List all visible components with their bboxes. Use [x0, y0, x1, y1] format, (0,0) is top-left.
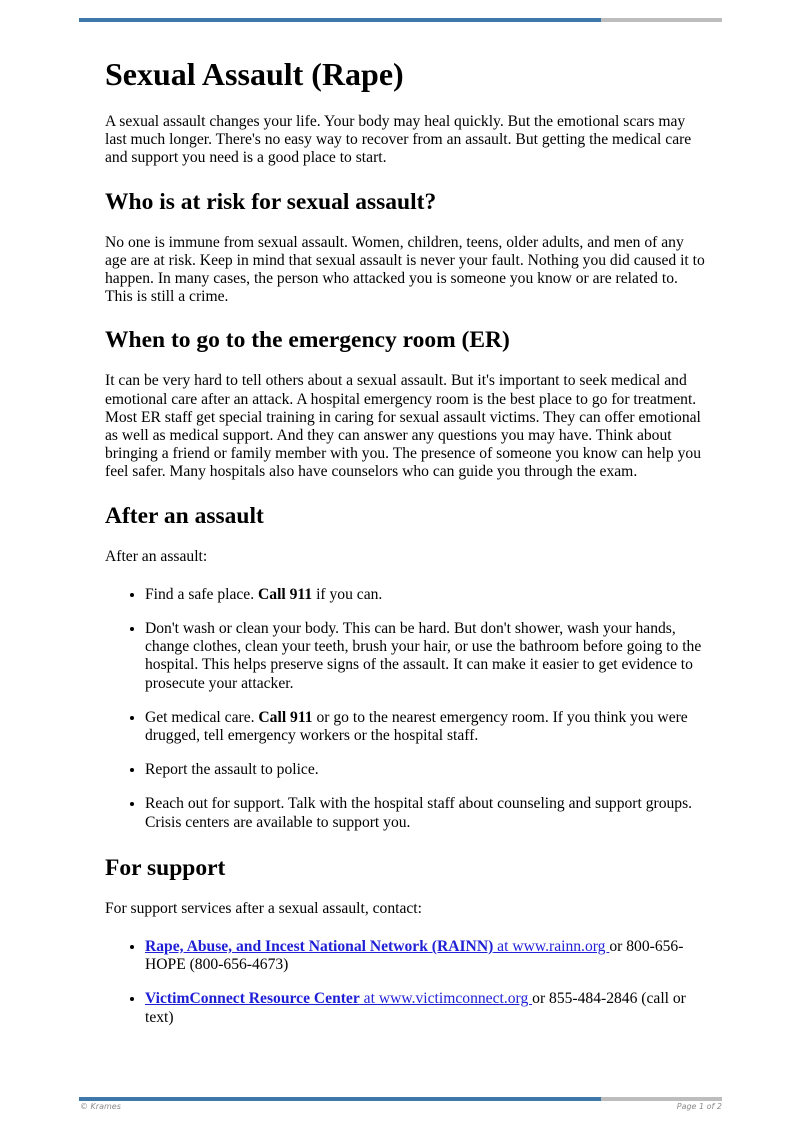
rainn-link[interactable]: Rape, Abuse, and Incest National Network (RAINN) at www.rainn.org [145, 938, 610, 956]
footer-bar-primary [79, 1097, 601, 1101]
call-911-emphasis: Call 911 [258, 708, 313, 726]
list-item: • Rape, Abuse, and Incest National Network (RAINN) at www.rainn.org or 800-656-HOPE (800-656-4673) [145, 938, 705, 974]
footer-copyright: © Krames [80, 1102, 121, 1111]
after-assault-list [105, 586, 705, 832]
section-body-er: It can be very hard to tell others about a sexual assault. But it's important to seek medical and emotional care after an attack. A hospital emergency room is the best place to go for treatment. Most ER staff get special training in caring for sexual assault victims. They can offer emotional as well as medical support. And they can answer any questions you may have. Think about bringing a friend or family member with you. The presence of someone you know can help you feel safer. Many hospitals also have counselors who can guide you through the exam. [105, 372, 702, 481]
footer-bar-secondary [601, 1097, 722, 1101]
page-title: Sexual Assault (Rape) [105, 56, 404, 92]
list-item: • Report the assault to police. [145, 761, 705, 779]
list-item: • VictimConnect Resource Center at www.victimconnect.org or 855-484-2846 (call or text) [145, 990, 705, 1026]
header-progress-bar [79, 18, 722, 22]
footer-progress-bar [79, 1097, 722, 1101]
victimconnect-link[interactable]: VictimConnect Resource Center at www.victimconnect.org [145, 990, 533, 1008]
section-intro-support: For support services after a sexual assault, contact: [105, 899, 422, 917]
intro-paragraph: A sexual assault changes your life. Your body may heal quickly. But the emotional scars may last much longer. There's no easy way to recover from an assault. But getting the medical care and support you need is a good place to start. [105, 113, 692, 167]
section-intro-after: After an assault: [105, 547, 208, 565]
section-heading-risk: Who is at risk for sexual assault? [105, 188, 437, 215]
footer-page-number: Page 1 of 2 [676, 1102, 722, 1111]
section-heading-er: When to go to the emergency room (ER) [105, 327, 510, 354]
header-bar-secondary [601, 18, 722, 22]
header-bar-primary [79, 18, 601, 22]
support-resources-list [105, 938, 705, 1027]
section-heading-after: After an assault [105, 502, 264, 529]
document-body [105, 54, 705, 1049]
section-heading-support: For support [105, 854, 226, 881]
list-item: • Reach out for support. Talk with the hospital staff about counseling and support groups. Crisis centers are available to support you. [145, 795, 705, 831]
list-item: • Don't wash or clean your body. This can be hard. But don't shower, wash your hands, change clothes, clean your teeth, brush your hair, or use the bathroom before going to the hospital. This helps preserve signs of the assault. It can make it easier to get evidence to prosecute your attacker. [145, 620, 705, 693]
list-item: • Find a safe place. Call 911 if you can. [145, 586, 705, 604]
list-item: • Get medical care. Call 911 or go to the nearest emergency room. If you think you were drugged, tell emergency workers or the hospital staff. [145, 709, 705, 745]
section-body-risk: No one is immune from sexual assault. Women, children, teens, older adults, and men of any age are at risk. Keep in mind that sexual assault is never your fault. Nothing you did caused it to happen. In many cases, the person who attacked you is someone you know or are related to. This is still a crime. [105, 233, 705, 306]
call-911-emphasis: Call 911 [258, 585, 313, 603]
